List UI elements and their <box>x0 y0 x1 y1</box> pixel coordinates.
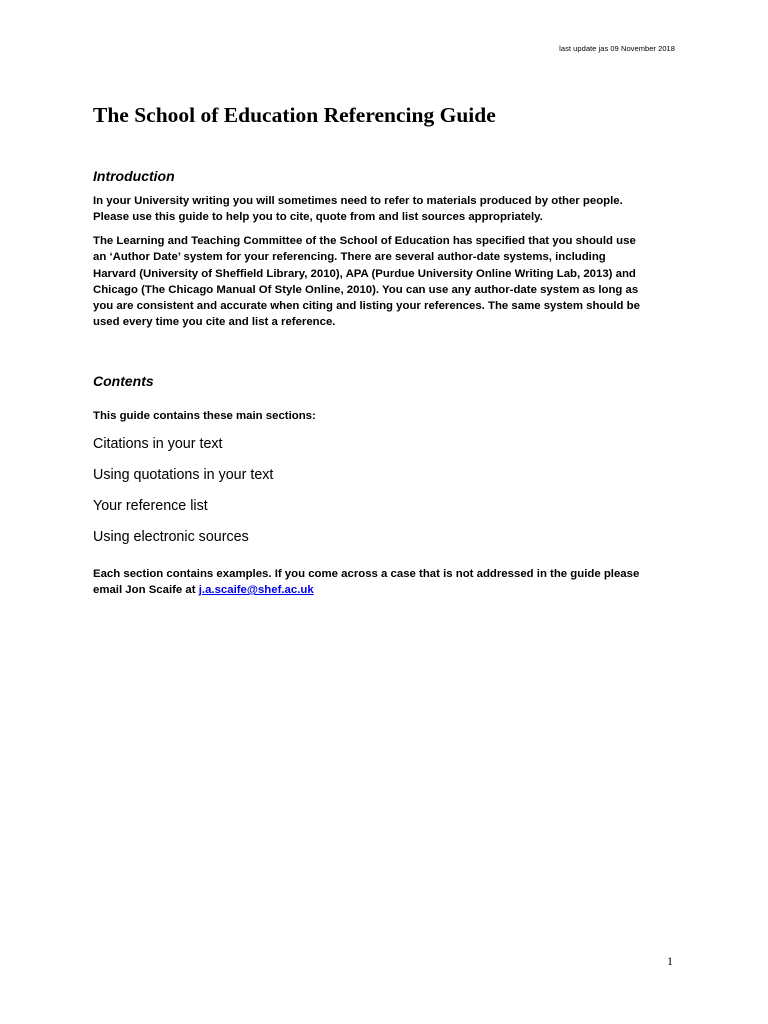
document-title: The School of Education Referencing Guide <box>93 103 496 127</box>
text-line: In your University writing you will sometimes need to refer to materials produced by other people. <box>93 195 623 207</box>
email-link[interactable]: j.a.scaife@shef.ac.uk <box>198 584 314 597</box>
contents-closing-paragraph <box>93 566 693 599</box>
text-line: used every time you cite and list a reference. <box>93 316 336 329</box>
text-line: Each section contains examples. If you come across a case that is not addressed in the guide please <box>93 568 640 580</box>
text-line: you are consistent and accurate when citing and listing your references. The same system should be <box>93 300 640 313</box>
contents-section-list <box>93 434 273 558</box>
contents-heading: Contents <box>93 373 154 389</box>
contents-item-citations: Citations in your text <box>93 436 223 452</box>
text-fragment: email Jon Scaife at <box>93 584 199 597</box>
introduction-paragraph-1 <box>93 193 693 226</box>
contents-item-electronic-sources: Using electronic sources <box>93 529 249 545</box>
page-number: 1 <box>667 954 673 968</box>
introduction-paragraph-2 <box>93 233 693 331</box>
last-update-note: last update jas 09 November 2018 <box>559 44 675 53</box>
text-line: an ‘Author Date’ system for your referencing. There are several author-date systems, including <box>93 251 606 264</box>
introduction-heading: Introduction <box>93 168 175 184</box>
text-line: This guide contains these main sections: <box>93 410 316 422</box>
text-line: Chicago (The Chicago Manual Of Style Online, 2010). You can use any author-date system as long as <box>93 283 639 296</box>
text-line: Harvard (University of Sheffield Library, 2010), APA (Purdue University Online Writing Lab, 2013) and <box>93 267 636 280</box>
contents-item-reference-list: Your reference list <box>93 498 208 514</box>
text-line: Please use this guide to help you to cite, quote from and list sources appropriately. <box>93 211 543 224</box>
text-line: The Learning and Teaching Committee of the School of Education has specified that you should use <box>93 235 636 247</box>
text-line <box>93 582 693 598</box>
contents-intro <box>93 408 693 424</box>
contents-item-quotations: Using quotations in your text <box>93 467 274 483</box>
